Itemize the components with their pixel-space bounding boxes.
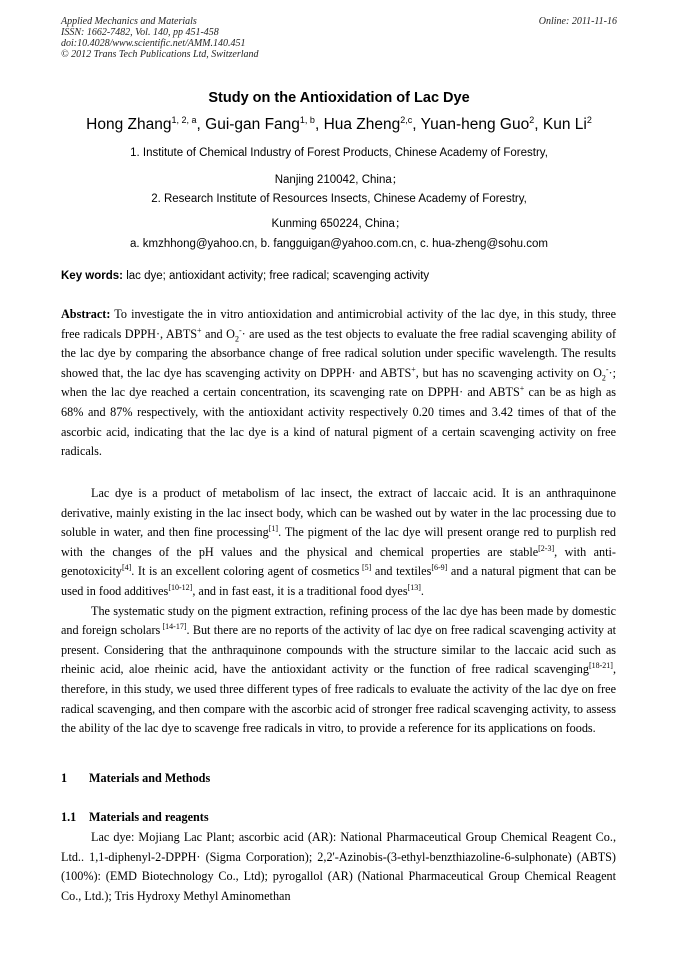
doi-line: doi:10.4028/www.scientific.net/AMM.140.451 bbox=[61, 38, 246, 49]
author-affiliation-mark: 1, 2, a bbox=[171, 115, 197, 125]
affiliation-line: Kunming 650224, China； bbox=[271, 218, 407, 230]
abstract-text: To investigate the in vitro antioxidation and antimicrobial activity of the lac dye, in this study, three free radicals DPPH·, ABTS bbox=[61, 307, 616, 341]
superscript: + bbox=[197, 325, 202, 335]
subsection-heading bbox=[61, 810, 209, 825]
superscript: - bbox=[605, 364, 609, 374]
subscript: 2 bbox=[601, 373, 606, 383]
paragraph-text: . It is an excellent coloring agent of cosmetics bbox=[131, 564, 360, 579]
abstract-text: , but has no scavenging activity on O bbox=[415, 365, 602, 380]
paragraph-text: . bbox=[420, 583, 424, 598]
section-title: Materials and Methods bbox=[89, 771, 211, 785]
paragraph-text: Lac dye is a product of metabolism of lac insect, the extract of laccaic acid. It is an anthraquinone derivative, mainly existing in the lac insect body, which can be washed out by water in the lac processing due to soluble in water, and then fine processing bbox=[61, 486, 616, 540]
author-affiliation-mark: 1, b bbox=[299, 115, 315, 125]
citation: [14-17] bbox=[160, 622, 187, 632]
citation: [5] bbox=[359, 563, 372, 573]
author-name: Yuan-heng Guo bbox=[420, 116, 530, 134]
author-name: Hong Zhang bbox=[86, 116, 172, 134]
paragraph-text: . The pigment of the lac dye will present orange red to purplish red with the changes of the pH values and the physical and chemical properties are stable bbox=[61, 525, 616, 559]
paragraph-text: , therefore, in this study, we used three different types of free radicals to evaluate the activity of the lac dye on free radical scavenging, and then compare with the ascorbic acid of stronger free radical scavenging activity, to assess the ability of the lac dye to scavenge free radicals in vitro, to provide a reference for its applications on foods. bbox=[61, 662, 616, 736]
keywords-text: lac dye; antioxidant activity; free radical; scavenging activity bbox=[123, 270, 430, 282]
author-affiliation-mark: 2 bbox=[586, 115, 592, 125]
author-affiliation-mark: 2,c bbox=[400, 115, 413, 125]
author-name: Gui-gan Fang bbox=[205, 116, 300, 134]
affiliation-line: 1. Institute of Chemical Industry of Forest Products, Chinese Academy of Forestry, bbox=[130, 147, 548, 159]
section-title: Materials and reagents bbox=[89, 810, 209, 824]
paragraph-text: The systematic study on the pigment extraction, refining process of the lac dye has been made by domestic and foreign scholars bbox=[61, 603, 616, 638]
citation: [1] bbox=[268, 524, 279, 534]
keywords-label: Key words: bbox=[61, 270, 123, 282]
abstract-label: Abstract: bbox=[61, 307, 111, 321]
abstract bbox=[61, 305, 616, 462]
materials-section bbox=[61, 828, 616, 906]
intro-paragraph-1 bbox=[61, 484, 616, 602]
abstract-text: · are used as the test objects to evaluate the free radial scavenging ability of the lac dye by comparing the absorbance change of free radical solution under specific wavelength. The results showed that, the lac dye has scavenging activity on DPPH· and ABTS bbox=[61, 326, 617, 380]
author-emails: a. kmzhhong@yahoo.cn, b. fangguigan@yahoo.com.cn, c. hua-zheng@sohu.com bbox=[130, 238, 548, 250]
citation: [18-21] bbox=[588, 661, 613, 671]
citation: [13] bbox=[407, 582, 421, 592]
subscript: 2 bbox=[234, 334, 239, 344]
online-date: Online: 2011-11-16 bbox=[538, 16, 617, 27]
paragraph-text: and textiles bbox=[371, 564, 432, 579]
author-affiliation-mark: 2 bbox=[529, 115, 535, 125]
author-name: Kun Li bbox=[542, 116, 587, 134]
author-name: Hua Zheng bbox=[323, 116, 401, 134]
abstract-text: can be as high as 68% and 87% respectively, with the antioxidant activity respectively 0.20 times and 3.42 times of that of the ascorbic acid, indicating that the lac dye is a kind of natural pigment of a certain scavenging activity on free radicals. bbox=[61, 385, 616, 459]
section-heading bbox=[61, 771, 210, 786]
materials-paragraph: Lac dye: Mojiang Lac Plant; ascorbic acid (AR): National Pharmaceutical Group Chemical Reagent Co., Ltd.. 1,1-diphenyl-2-DPPH· (Sigma Corporation); 2,2'-Azinobis-(3-ethyl-benzthiazoline-6-sulphonate) (ABTS) (100%): (EMD Biotechnology Co., Ltd); pyrogallol (AR) (National Pharmaceutical Group Chemical Reagent Co., Ltd.); Tris Hydroxy Methyl Aminomethan bbox=[61, 830, 616, 903]
author-list: Hong Zhang$^{1, 2, a}$, Gui-gan Fang$^{1, b}$, Hua Zheng$^{2,c}$, Yuan-heng Guo$^2$, Kun Li$^2$ bbox=[86, 115, 592, 134]
journal-header bbox=[61, 16, 617, 60]
paragraph-text: and a natural pigment that can be used in food additives bbox=[61, 564, 617, 598]
affiliation-line: Nanjing 210042, China； bbox=[274, 174, 404, 186]
citation: [10-12] bbox=[168, 582, 193, 592]
abstract-text: and O bbox=[201, 326, 235, 341]
superscript: + bbox=[519, 384, 525, 394]
section-number: 1 bbox=[61, 771, 68, 785]
keywords bbox=[61, 270, 621, 282]
journal-name: Applied Mechanics and Materials bbox=[61, 16, 197, 27]
intro-paragraph-2 bbox=[61, 602, 616, 739]
affiliation-line: 2. Research Institute of Resources Insects, Chinese Academy of Forestry, bbox=[151, 193, 527, 205]
citation: [4] bbox=[121, 563, 132, 573]
issn-line: ISSN: 1662-7482, Vol. 140, pp 451-458 bbox=[61, 27, 219, 38]
copyright-line: © 2012 Trans Tech Publications Ltd, Switzerland bbox=[61, 49, 259, 60]
citation: [2-3] bbox=[538, 543, 555, 553]
paragraph-text: , with anti-genotoxicity bbox=[61, 544, 616, 579]
introduction bbox=[61, 484, 616, 739]
paragraph-text: . But there are no reports of the activity of lac dye on free radical scavenging activity at present. Considering that the anthraquinone compounds with the structure similar to the laccaic acid such as rheinic acid, aloe rheinic acid, have the antioxidant activity or the function of free radical scavenging bbox=[61, 623, 616, 677]
paragraph-text: , and in fast east, it is a traditional food dyes bbox=[192, 583, 408, 598]
paper-title: Study on the Antioxidation of Lac Dye bbox=[208, 90, 470, 106]
section-number: 1.1 bbox=[61, 810, 77, 824]
superscript: - bbox=[238, 325, 242, 335]
abstract-text: ·; when the lac dye reached a certain concentration, its scavenging rate on DPPH· and ABTS bbox=[61, 365, 616, 400]
citation: [6-9] bbox=[431, 563, 448, 573]
superscript: + bbox=[411, 364, 416, 374]
